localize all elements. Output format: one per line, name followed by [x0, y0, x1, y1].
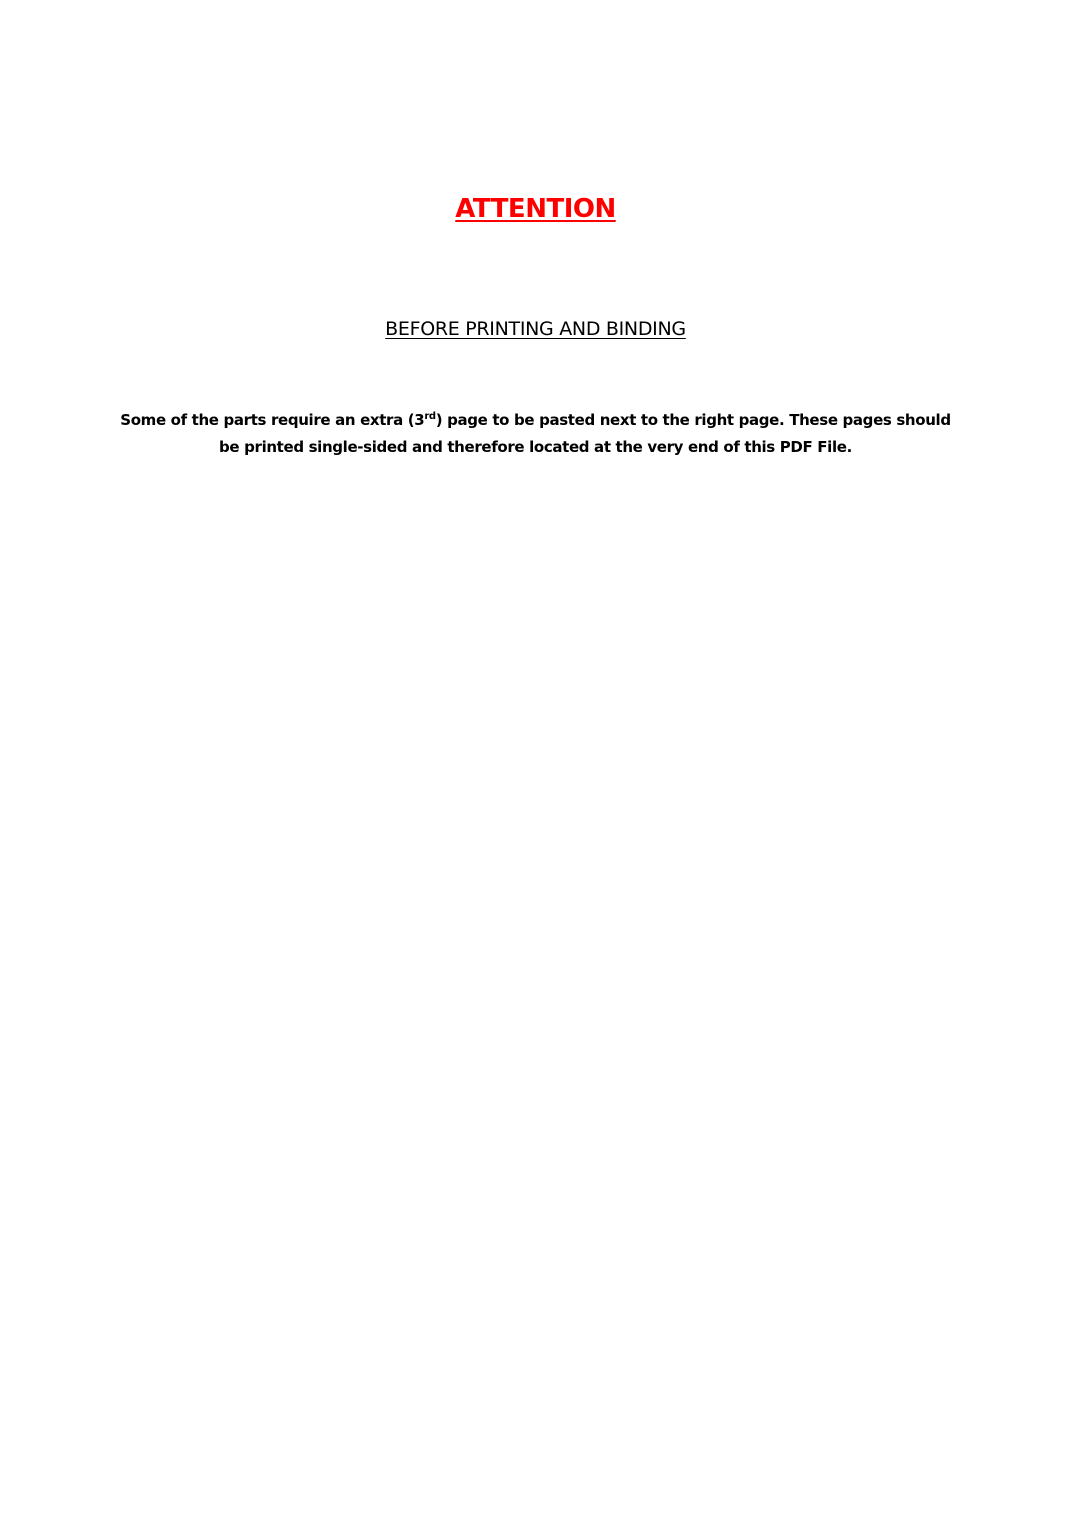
printing-binding-subheading: BEFORE PRINTING AND BINDING — [385, 318, 686, 340]
printing-notice-paragraph — [120, 407, 951, 461]
attention-heading: ATTENTION — [455, 194, 616, 224]
ordinal-superscript: rd — [424, 411, 436, 422]
notice-text-start: Some of the parts require an extra (3 — [120, 411, 425, 429]
notice-text-end: ) page to be pasted next to the right page. These pages should be printed single-sided and therefore located at the very end of this PDF File. — [219, 411, 951, 456]
